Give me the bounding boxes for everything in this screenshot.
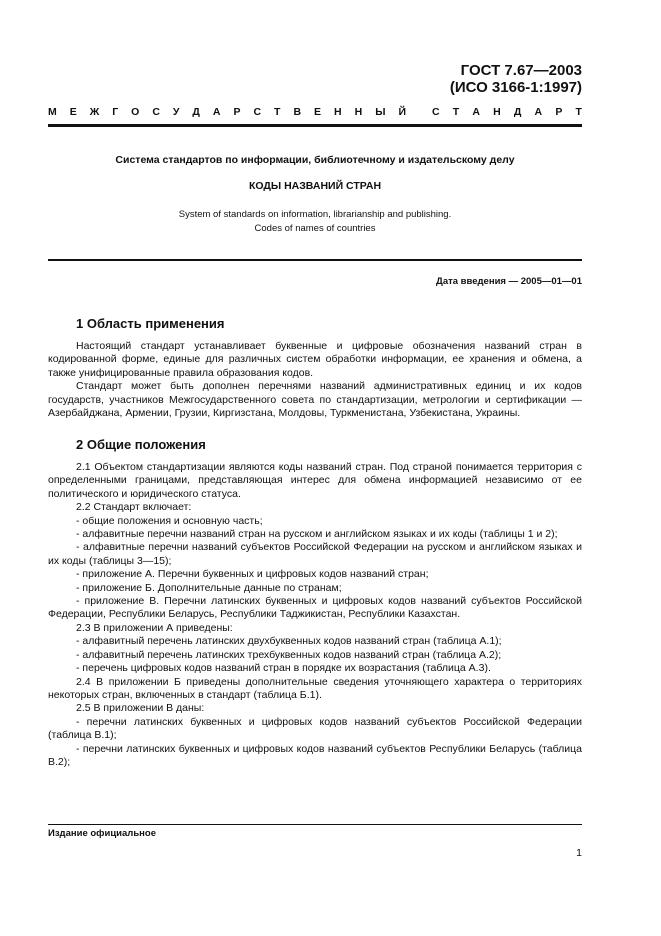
- standard-banner: [48, 106, 582, 118]
- paragraph: - приложение Б. Дополнительные данные по странам;: [76, 581, 342, 594]
- banner-letter: А: [472, 106, 480, 118]
- banner-letter: Т: [452, 106, 460, 118]
- paragraph: - приложение А. Перечни буквенных и цифровых кодов названий стран;: [76, 568, 429, 581]
- banner-letter: М: [48, 106, 57, 118]
- standard-designation: [450, 62, 582, 96]
- banner-letter: А: [212, 106, 221, 118]
- paragraph: - перечень цифровых кодов названий стран в порядке их возрастания (таблица А.3).: [76, 662, 491, 675]
- page-number: 1: [576, 847, 582, 859]
- paragraph: Стандарт может быть дополнен перечнями названий административных единиц и их кодов государств, участников Межгосударственного совета по стандартизации, метрологии и сертификации — Азербайджана, Армении, Грузии, Киргизстана, Молдовы, Туркменистана, Узбекистана, Украины.: [48, 380, 582, 420]
- paragraph: 2.2 Стандарт включает:: [76, 501, 192, 514]
- banner-letter: Н: [354, 106, 363, 118]
- iso-number: (ИСО 3166-1:1997): [449, 79, 582, 96]
- paragraph: - алфавитный перечень латинских трехбуквенных кодов названий стран (таблица А.2);: [76, 648, 502, 661]
- banner-letter: Т: [274, 106, 281, 118]
- banner-letter: Р: [233, 106, 241, 118]
- banner-left: [48, 106, 406, 118]
- banner-letter: Р: [555, 106, 563, 118]
- banner-letter: Т: [575, 106, 582, 118]
- banner-letter: В: [293, 106, 302, 118]
- banner-letter: О: [131, 106, 140, 118]
- english-title: Codes of names of countries: [254, 223, 376, 234]
- banner-letter: Й: [398, 106, 406, 118]
- middle-rule: [48, 259, 582, 261]
- introduction-date: Дата введения — 2005—01—01: [436, 276, 582, 287]
- banner-letter: Д: [513, 106, 522, 118]
- section-heading-scope: 1 Область применения: [76, 316, 225, 331]
- paragraph: - алфавитные перечни названий стран на русском и английском языках и их коды (таблицы 1 и 2);: [76, 528, 558, 541]
- banner-letter: С: [152, 106, 160, 118]
- paragraph: - перечни латинских буквенных и цифровых кодов названий субъектов Российской Федерации (таблица В.1);: [48, 715, 582, 742]
- general-body: [48, 461, 582, 769]
- paragraph: - перечни латинских буквенных и цифровых кодов названий субъектов Республики Беларусь (таблица В.2);: [48, 742, 582, 768]
- official-edition-label: Издание официальное: [48, 828, 156, 839]
- banner-letter: А: [534, 106, 543, 118]
- series-title: Система стандартов по информации, библиотечному и издательскому делу: [115, 154, 515, 166]
- banner-right: [432, 106, 582, 118]
- paragraph: 2.5 В приложении В даны:: [76, 702, 205, 715]
- paragraph: - приложение В. Перечни латинских буквенных и цифровых кодов названий субъектов Российской Федерации, Республики Беларусь, Республики Таджикистан, Республики Казахстан.: [48, 595, 582, 621]
- banner-letter: У: [172, 106, 180, 118]
- paragraph: 2.4 В приложении Б приведены дополнительные сведения уточняющего характера о территориях некоторых стран, включенных в стандарт (таблица Б.1).: [48, 675, 582, 701]
- scope-body: [48, 340, 582, 420]
- banner-letter: Г: [112, 106, 119, 118]
- banner-letter: С: [253, 106, 262, 118]
- banner-letter: Ы: [375, 106, 386, 118]
- footer-rule: [48, 824, 582, 825]
- paragraph: Настоящий стандарт устанавливает буквенные и цифровые обозначения названий стран в кодированной форме, единые для различных систем обработки информации, ее хранения и обмена, а также унифицированные правила образования кодов.: [48, 340, 582, 379]
- top-rule: [48, 124, 582, 127]
- banner-letter: Ж: [89, 106, 100, 118]
- banner-letter: Н: [493, 106, 501, 118]
- section-heading-general: 2 Общие положения: [76, 437, 206, 452]
- paragraph: - алфавитный перечень латинских двухбуквенных кодов названий стран (таблица А.1);: [76, 635, 502, 648]
- paragraph: - алфавитные перечни названий субъектов Российской Федерации на русском и английском языках и их коды (таблицы 3—15);: [48, 541, 582, 567]
- banner-letter: Н: [334, 106, 342, 118]
- paragraph: - общие положения и основную часть;: [76, 514, 263, 527]
- paragraph: 2.1 Объектом стандартизации являются коды названий стран. Под страной понимается территория с определенными границами, представляющая интерес для обмена информацией независимо от ее политического и юридического статуса.: [48, 461, 582, 500]
- banner-letter: С: [432, 106, 440, 118]
- standard-number: ГОСТ 7.67—2003: [460, 62, 582, 79]
- paragraph: 2.3 В приложении А приведены:: [76, 621, 233, 634]
- banner-letter: Е: [314, 106, 322, 118]
- document-title: КОДЫ НАЗВАНИЙ СТРАН: [248, 180, 382, 192]
- english-series: System of standards on information, librarianship and publishing.: [178, 209, 452, 220]
- banner-letter: Д: [192, 106, 200, 118]
- banner-letter: Е: [69, 106, 77, 118]
